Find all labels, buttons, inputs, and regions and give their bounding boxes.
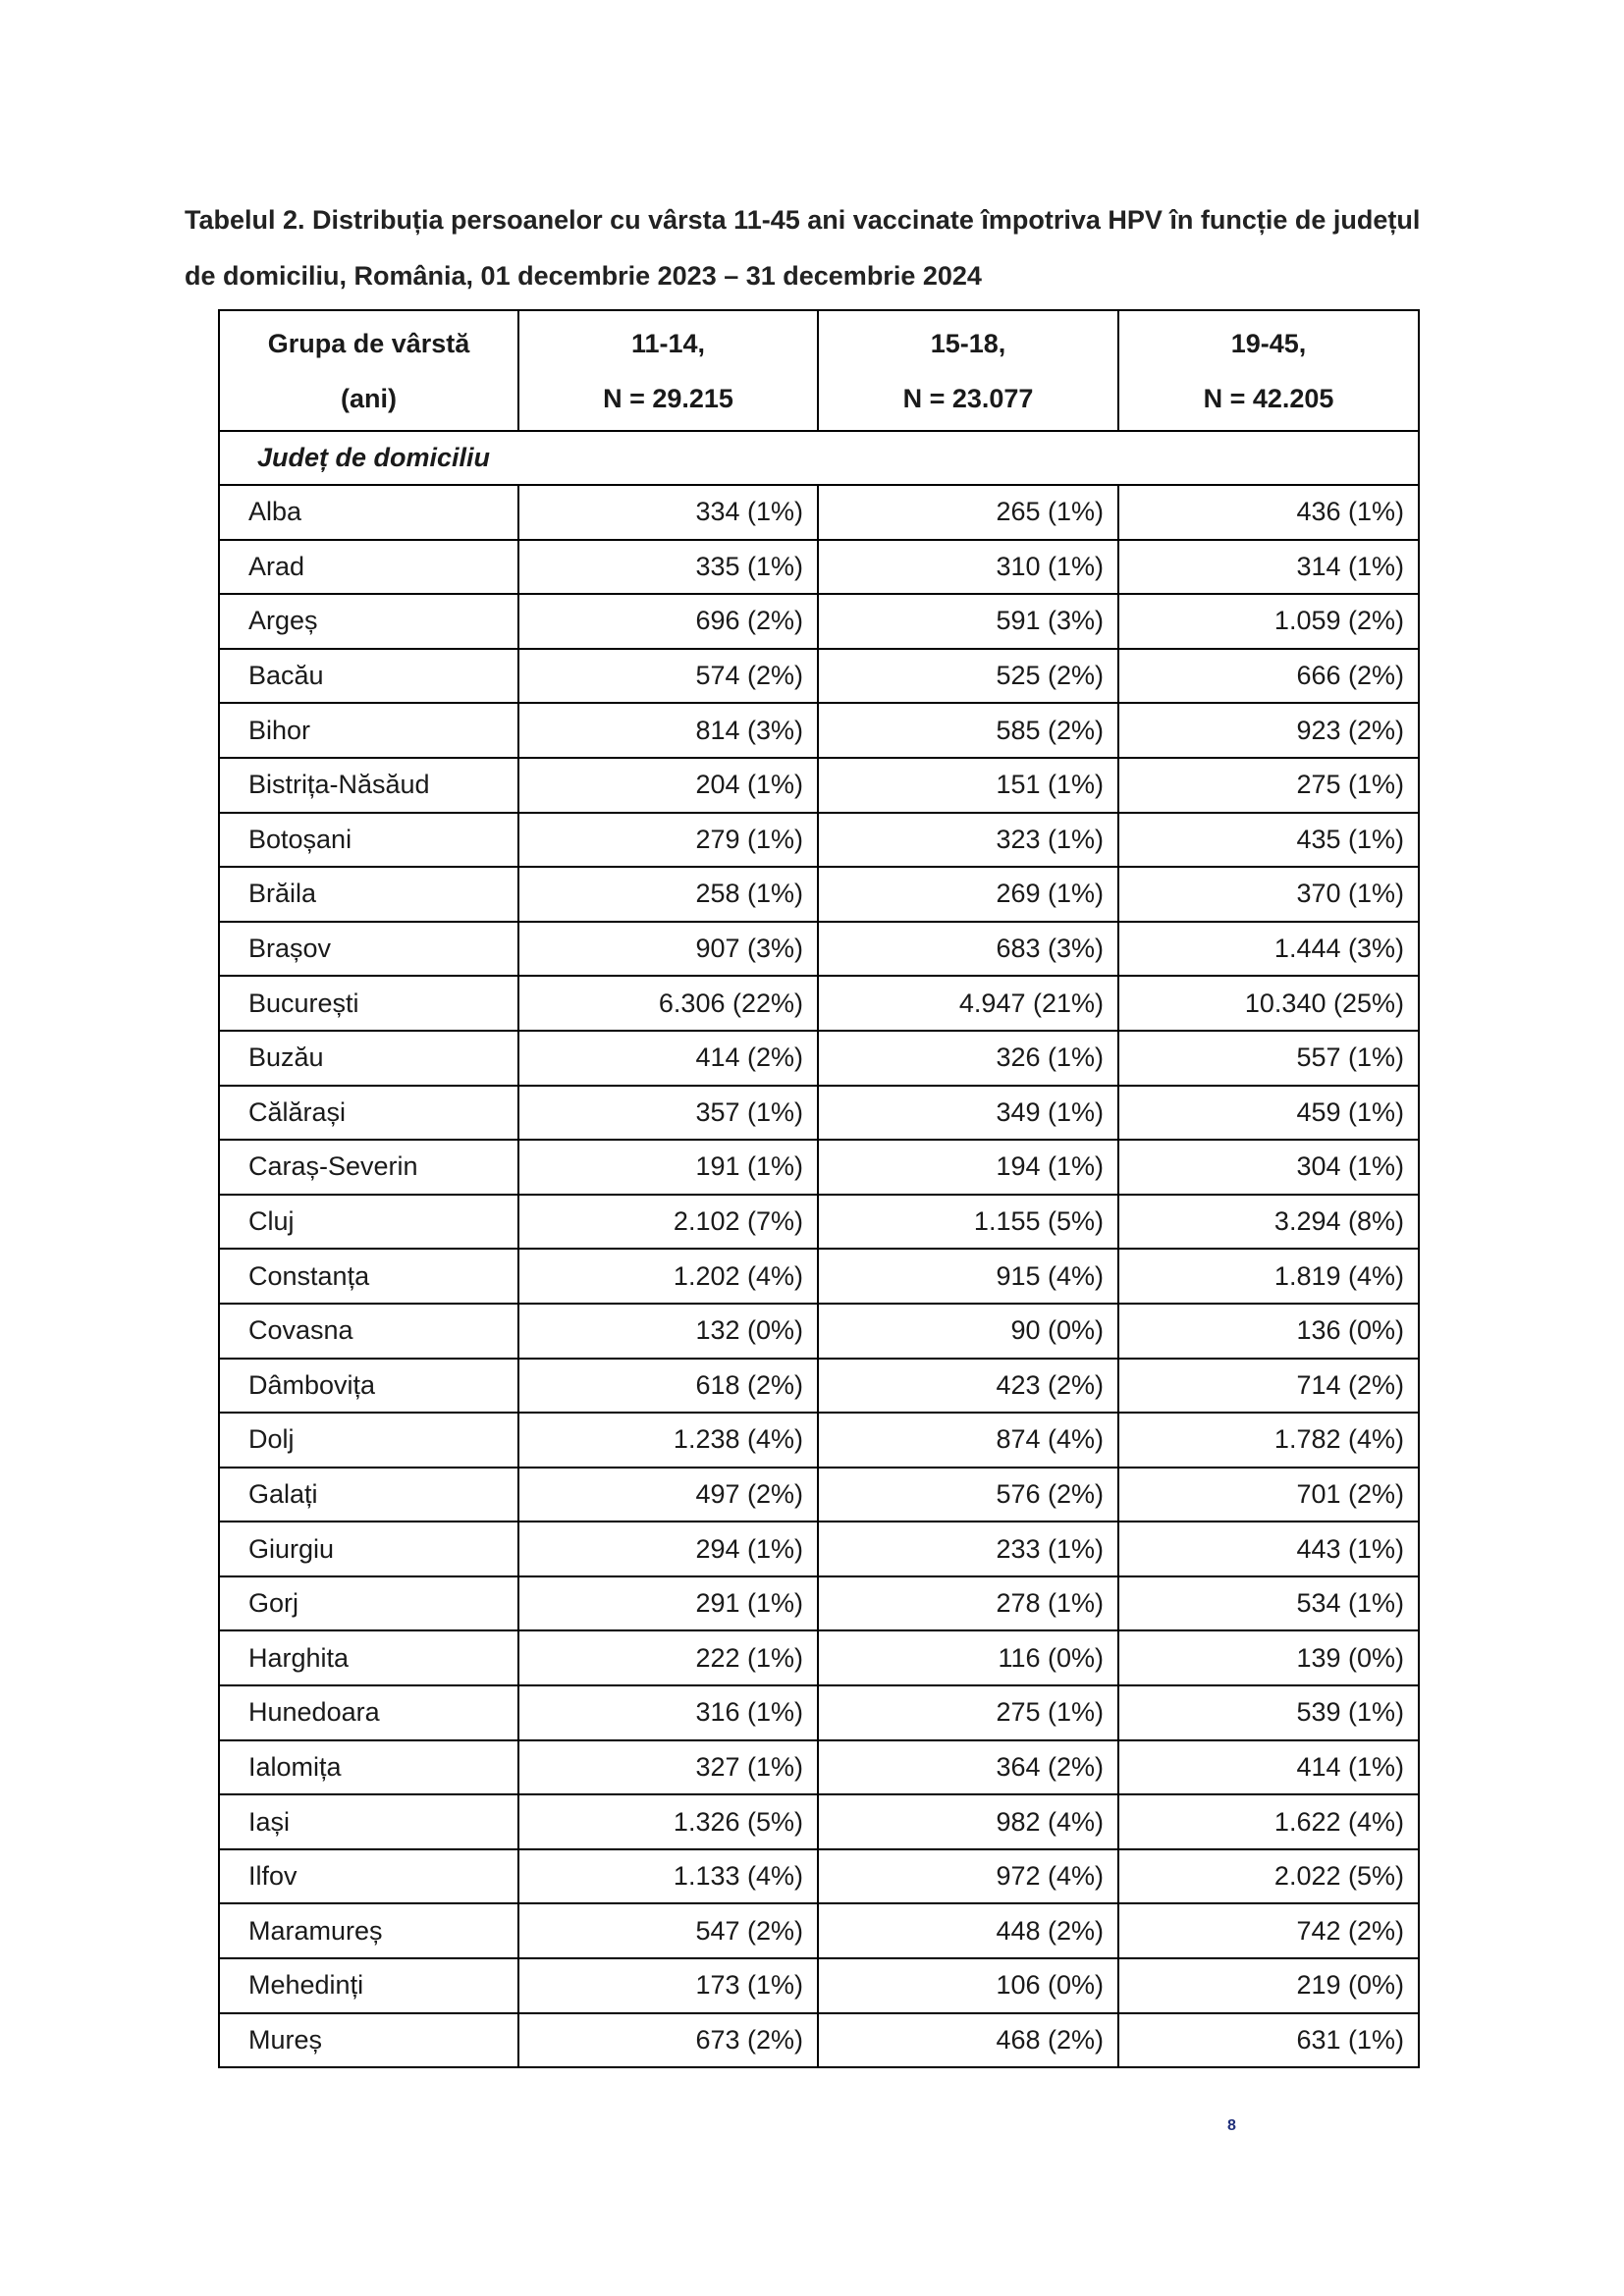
header-11-14-line-1: 11-14, bbox=[630, 328, 706, 358]
value-11-14-cell: 673 (2%) bbox=[518, 2013, 818, 2068]
table-row bbox=[219, 1086, 1419, 1141]
page-number: 8 bbox=[1227, 2117, 1236, 2134]
value-15-18-cell: 326 (1%) bbox=[818, 1031, 1118, 1086]
county-cell: București bbox=[219, 976, 518, 1031]
county-cell: Bihor bbox=[219, 703, 518, 758]
value-19-45-cell: 414 (1%) bbox=[1118, 1740, 1419, 1795]
value-15-18-cell: 233 (1%) bbox=[818, 1522, 1118, 1576]
table-row bbox=[219, 1849, 1419, 1904]
header-19-45-line-1: 19-45, bbox=[1230, 328, 1307, 358]
value-19-45-cell: 1.819 (4%) bbox=[1118, 1249, 1419, 1304]
county-cell: Brașov bbox=[219, 922, 518, 977]
value-15-18-cell: 265 (1%) bbox=[818, 485, 1118, 540]
value-15-18-cell: 323 (1%) bbox=[818, 813, 1118, 868]
county-cell: Hunedoara bbox=[219, 1685, 518, 1740]
county-cell: Botoșani bbox=[219, 813, 518, 868]
value-15-18-cell: 194 (1%) bbox=[818, 1140, 1118, 1195]
value-11-14-cell: 6.306 (22%) bbox=[518, 976, 818, 1031]
value-19-45-cell: 370 (1%) bbox=[1118, 867, 1419, 922]
value-15-18-cell: 591 (3%) bbox=[818, 594, 1118, 649]
county-cell: Iași bbox=[219, 1794, 518, 1849]
table-row bbox=[219, 1140, 1419, 1195]
header-19-45 bbox=[1118, 310, 1419, 431]
value-19-45-cell: 219 (0%) bbox=[1118, 1958, 1419, 2013]
value-15-18-cell: 874 (4%) bbox=[818, 1413, 1118, 1468]
value-15-18-cell: 525 (2%) bbox=[818, 649, 1118, 704]
value-15-18-cell: 982 (4%) bbox=[818, 1794, 1118, 1849]
value-15-18-cell: 310 (1%) bbox=[818, 540, 1118, 595]
value-19-45-cell: 275 (1%) bbox=[1118, 758, 1419, 813]
value-19-45-cell: 1.622 (4%) bbox=[1118, 1794, 1419, 1849]
value-19-45-cell: 435 (1%) bbox=[1118, 813, 1419, 868]
value-19-45-cell: 443 (1%) bbox=[1118, 1522, 1419, 1576]
value-19-45-cell: 631 (1%) bbox=[1118, 2013, 1419, 2068]
header-15-18-line-1: 15-18, bbox=[930, 328, 1006, 358]
value-11-14-cell: 258 (1%) bbox=[518, 867, 818, 922]
value-11-14-cell: 357 (1%) bbox=[518, 1086, 818, 1141]
header-11-14 bbox=[518, 310, 818, 431]
value-15-18-cell: 278 (1%) bbox=[818, 1576, 1118, 1631]
value-19-45-cell: 10.340 (25%) bbox=[1118, 976, 1419, 1031]
county-cell: Dâmbovița bbox=[219, 1359, 518, 1414]
value-11-14-cell: 696 (2%) bbox=[518, 594, 818, 649]
table-row bbox=[219, 758, 1419, 813]
county-cell: Călărași bbox=[219, 1086, 518, 1141]
value-15-18-cell: 275 (1%) bbox=[818, 1685, 1118, 1740]
value-15-18-cell: 683 (3%) bbox=[818, 922, 1118, 977]
value-11-14-cell: 814 (3%) bbox=[518, 703, 818, 758]
county-cell: Caraș-Severin bbox=[219, 1140, 518, 1195]
value-19-45-cell: 1.059 (2%) bbox=[1118, 594, 1419, 649]
value-15-18-cell: 585 (2%) bbox=[818, 703, 1118, 758]
caption-line-1: Tabelul 2. Distribuția persoanelor cu vârsta 11-45 ani vaccinate împotriva HPV în funcție de județul bbox=[185, 205, 1421, 235]
county-cell: Dolj bbox=[219, 1413, 518, 1468]
table-row bbox=[219, 649, 1419, 704]
county-cell: Buzău bbox=[219, 1031, 518, 1086]
table-row bbox=[219, 976, 1419, 1031]
value-11-14-cell: 291 (1%) bbox=[518, 1576, 818, 1631]
value-15-18-cell: 1.155 (5%) bbox=[818, 1195, 1118, 1250]
value-15-18-cell: 972 (4%) bbox=[818, 1849, 1118, 1904]
value-11-14-cell: 1.202 (4%) bbox=[518, 1249, 818, 1304]
header-15-18-line-2: N = 23.077 bbox=[902, 383, 1034, 413]
table-row bbox=[219, 1031, 1419, 1086]
table-row bbox=[219, 1413, 1419, 1468]
value-11-14-cell: 191 (1%) bbox=[518, 1140, 818, 1195]
value-11-14-cell: 1.133 (4%) bbox=[518, 1849, 818, 1904]
county-cell: Ilfov bbox=[219, 1849, 518, 1904]
county-cell: Bacău bbox=[219, 649, 518, 704]
county-cell: Mehedinți bbox=[219, 1958, 518, 2013]
table-row bbox=[219, 485, 1419, 540]
header-15-18 bbox=[818, 310, 1118, 431]
value-15-18-cell: 151 (1%) bbox=[818, 758, 1118, 813]
table-caption bbox=[185, 192, 1461, 304]
value-11-14-cell: 574 (2%) bbox=[518, 649, 818, 704]
value-11-14-cell: 204 (1%) bbox=[518, 758, 818, 813]
table-row bbox=[219, 1630, 1419, 1685]
value-19-45-cell: 304 (1%) bbox=[1118, 1140, 1419, 1195]
header-age-group-line-2: (ani) bbox=[341, 383, 397, 413]
value-15-18-cell: 106 (0%) bbox=[818, 1958, 1118, 2013]
value-19-45-cell: 459 (1%) bbox=[1118, 1086, 1419, 1141]
table-row bbox=[219, 813, 1419, 868]
value-11-14-cell: 335 (1%) bbox=[518, 540, 818, 595]
section-label: Județ de domiciliu bbox=[219, 431, 1419, 485]
value-19-45-cell: 923 (2%) bbox=[1118, 703, 1419, 758]
county-cell: Alba bbox=[219, 485, 518, 540]
value-19-45-cell: 2.022 (5%) bbox=[1118, 1849, 1419, 1904]
value-11-14-cell: 132 (0%) bbox=[518, 1304, 818, 1359]
value-11-14-cell: 618 (2%) bbox=[518, 1359, 818, 1414]
county-cell: Arad bbox=[219, 540, 518, 595]
value-19-45-cell: 1.444 (3%) bbox=[1118, 922, 1419, 977]
value-19-45-cell: 136 (0%) bbox=[1118, 1304, 1419, 1359]
value-19-45-cell: 701 (2%) bbox=[1118, 1468, 1419, 1522]
value-19-45-cell: 534 (1%) bbox=[1118, 1576, 1419, 1631]
value-19-45-cell: 139 (0%) bbox=[1118, 1630, 1419, 1685]
county-cell: Gorj bbox=[219, 1576, 518, 1631]
county-cell: Bistrița-Năsăud bbox=[219, 758, 518, 813]
value-15-18-cell: 915 (4%) bbox=[818, 1249, 1118, 1304]
value-19-45-cell: 436 (1%) bbox=[1118, 485, 1419, 540]
value-11-14-cell: 2.102 (7%) bbox=[518, 1195, 818, 1250]
value-19-45-cell: 3.294 (8%) bbox=[1118, 1195, 1419, 1250]
value-11-14-cell: 222 (1%) bbox=[518, 1630, 818, 1685]
table-row bbox=[219, 703, 1419, 758]
value-15-18-cell: 576 (2%) bbox=[818, 1468, 1118, 1522]
value-11-14-cell: 327 (1%) bbox=[518, 1740, 818, 1795]
value-15-18-cell: 423 (2%) bbox=[818, 1359, 1118, 1414]
value-19-45-cell: 314 (1%) bbox=[1118, 540, 1419, 595]
value-11-14-cell: 1.326 (5%) bbox=[518, 1794, 818, 1849]
value-19-45-cell: 539 (1%) bbox=[1118, 1685, 1419, 1740]
county-cell: Cluj bbox=[219, 1195, 518, 1250]
value-19-45-cell: 557 (1%) bbox=[1118, 1031, 1419, 1086]
value-15-18-cell: 4.947 (21%) bbox=[818, 976, 1118, 1031]
value-19-45-cell: 666 (2%) bbox=[1118, 649, 1419, 704]
vaccination-table bbox=[218, 309, 1420, 2068]
value-11-14-cell: 907 (3%) bbox=[518, 922, 818, 977]
value-11-14-cell: 334 (1%) bbox=[518, 485, 818, 540]
county-cell: Ialomița bbox=[219, 1740, 518, 1795]
header-11-14-line-2: N = 29.215 bbox=[603, 383, 733, 413]
table-row bbox=[219, 1576, 1419, 1631]
table-row bbox=[219, 1958, 1419, 2013]
county-cell: Brăila bbox=[219, 867, 518, 922]
table-row bbox=[219, 1794, 1419, 1849]
county-cell: Argeș bbox=[219, 594, 518, 649]
value-11-14-cell: 316 (1%) bbox=[518, 1685, 818, 1740]
table-row bbox=[219, 1522, 1419, 1576]
county-cell: Harghita bbox=[219, 1630, 518, 1685]
table-row bbox=[219, 1685, 1419, 1740]
county-cell: Galați bbox=[219, 1468, 518, 1522]
value-19-45-cell: 714 (2%) bbox=[1118, 1359, 1419, 1414]
county-cell: Constanța bbox=[219, 1249, 518, 1304]
county-cell: Mureș bbox=[219, 2013, 518, 2068]
value-11-14-cell: 173 (1%) bbox=[518, 1958, 818, 2013]
value-15-18-cell: 116 (0%) bbox=[818, 1630, 1118, 1685]
header-19-45-line-2: N = 42.205 bbox=[1203, 383, 1334, 413]
table-row bbox=[219, 540, 1419, 595]
table-row bbox=[219, 2013, 1419, 2068]
value-11-14-cell: 1.238 (4%) bbox=[518, 1413, 818, 1468]
header-age-group-line-1: Grupa de vârstă bbox=[267, 328, 470, 358]
county-cell: Maramureș bbox=[219, 1903, 518, 1958]
table-row bbox=[219, 1304, 1419, 1359]
value-15-18-cell: 90 (0%) bbox=[818, 1304, 1118, 1359]
county-cell: Covasna bbox=[219, 1304, 518, 1359]
table-row bbox=[219, 1903, 1419, 1958]
value-15-18-cell: 364 (2%) bbox=[818, 1740, 1118, 1795]
value-15-18-cell: 448 (2%) bbox=[818, 1903, 1118, 1958]
table-row bbox=[219, 922, 1419, 977]
value-11-14-cell: 294 (1%) bbox=[518, 1522, 818, 1576]
table-row bbox=[219, 594, 1419, 649]
table-row bbox=[219, 1359, 1419, 1414]
value-19-45-cell: 1.782 (4%) bbox=[1118, 1413, 1419, 1468]
table-row bbox=[219, 1740, 1419, 1795]
table-row bbox=[219, 1195, 1419, 1250]
table-row bbox=[219, 867, 1419, 922]
value-15-18-cell: 349 (1%) bbox=[818, 1086, 1118, 1141]
table-header-row bbox=[219, 310, 1419, 431]
caption-line-2: de domiciliu, România, 01 decembrie 2023 – 31 decembrie 2024 bbox=[185, 261, 982, 291]
value-15-18-cell: 269 (1%) bbox=[818, 867, 1118, 922]
value-11-14-cell: 279 (1%) bbox=[518, 813, 818, 868]
county-cell: Giurgiu bbox=[219, 1522, 518, 1576]
table-body bbox=[219, 431, 1419, 2067]
value-15-18-cell: 468 (2%) bbox=[818, 2013, 1118, 2068]
table-row bbox=[219, 1468, 1419, 1522]
header-age-group bbox=[219, 310, 518, 431]
value-11-14-cell: 497 (2%) bbox=[518, 1468, 818, 1522]
value-11-14-cell: 547 (2%) bbox=[518, 1903, 818, 1958]
section-row bbox=[219, 431, 1419, 485]
table-row bbox=[219, 1249, 1419, 1304]
value-11-14-cell: 414 (2%) bbox=[518, 1031, 818, 1086]
value-19-45-cell: 742 (2%) bbox=[1118, 1903, 1419, 1958]
